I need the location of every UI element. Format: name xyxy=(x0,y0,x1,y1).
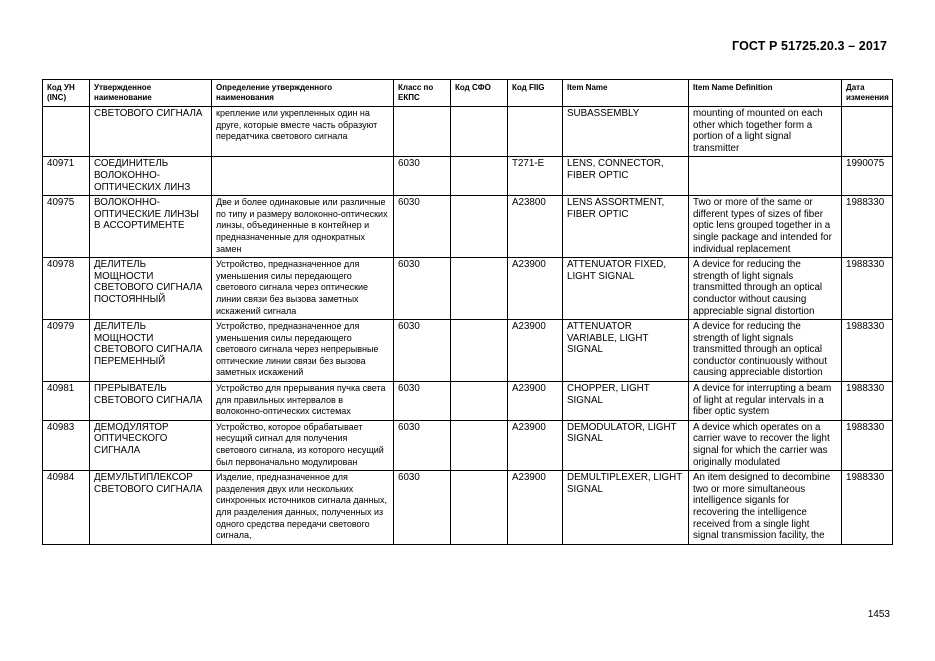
cell-item-name-definition: A device for reducing the strength of light signals transmitted through an optical conductor without causing appreciable signal distortion xyxy=(689,258,842,320)
cell-fiig: A23900 xyxy=(508,320,563,382)
col-header-fiig: Код FIIG xyxy=(508,80,563,107)
cell-item-name-definition: mounting of mounted on each other which together form a portion of a light signal transmitter xyxy=(689,107,842,157)
cell-sfo xyxy=(451,320,508,382)
cell-class xyxy=(394,107,451,157)
cell-definition: Устройство, которое обрабатывает несущий сигнал для получения светового сигнала, из которого несущий был первоначально модулирован xyxy=(212,420,394,470)
cell-change-date: 1988330 xyxy=(842,471,893,545)
table-row xyxy=(43,157,893,196)
cell-fiig: A23900 xyxy=(508,471,563,545)
cell-definition xyxy=(212,157,394,196)
cell-definition: Устройство для прерывания пучка света для правильных интервалов в волоконно-оптических системах xyxy=(212,382,394,421)
cell-change-date: 1988330 xyxy=(842,420,893,470)
cell-item-name: ATTENUATOR FIXED, LIGHT SIGNAL xyxy=(563,258,689,320)
cell-definition: Устройство, предназначенное для уменьшения силы передающего светового сигнала через оптические линии связи без вызова заметных искажений сигнала xyxy=(212,258,394,320)
table-row xyxy=(43,382,893,421)
cell-item-name-definition: An item designed to decombine two or more simultaneous intelligence siganls for recovering the intelligence received from a single light signal transmission facility, the xyxy=(689,471,842,545)
cell-definition: Устройство, предназначенное для уменьшения силы передающего светового сигнала через непрерывные оптические линии связи без вызова заметных искажений xyxy=(212,320,394,382)
cell-item-name: DEMODULATOR, LIGHT SIGNAL xyxy=(563,420,689,470)
cell-sfo xyxy=(451,471,508,545)
cell-item-name: ATTENUATOR VARIABLE, LIGHT SIGNAL xyxy=(563,320,689,382)
cell-definition: Две и более одинаковые или различные по типу и размеру волоконно-оптических линзы, объединенные в контейнер и предназначенные для однократных замен xyxy=(212,196,394,258)
cell-inc: 40979 xyxy=(43,320,90,382)
cell-inc: 40971 xyxy=(43,157,90,196)
classification-table xyxy=(42,79,893,545)
col-header-item-name-definition: Item Name Definition xyxy=(689,80,842,107)
table-row xyxy=(43,420,893,470)
cell-item-name: LENS ASSORTMENT, FIBER OPTIC xyxy=(563,196,689,258)
table-row xyxy=(43,471,893,545)
cell-approved-name: ДЕМОДУЛЯТОР ОПТИЧЕСКОГО СИГНАЛА xyxy=(90,420,212,470)
cell-inc: 40984 xyxy=(43,471,90,545)
cell-change-date: 1988330 xyxy=(842,258,893,320)
cell-item-name-definition xyxy=(689,157,842,196)
page-number: 1453 xyxy=(867,609,890,620)
cell-change-date xyxy=(842,107,893,157)
cell-inc: 40981 xyxy=(43,382,90,421)
cell-class: 6030 xyxy=(394,320,451,382)
cell-fiig: A23900 xyxy=(508,258,563,320)
cell-item-name: SUBASSEMBLY xyxy=(563,107,689,157)
cell-item-name-definition: A device for reducing the strength of light signals transmitted through an optical conductor continuously without causing appreciable distortion xyxy=(689,320,842,382)
cell-class: 6030 xyxy=(394,420,451,470)
cell-class: 6030 xyxy=(394,258,451,320)
cell-change-date: 1988330 xyxy=(842,320,893,382)
table-row xyxy=(43,196,893,258)
cell-fiig: A23900 xyxy=(508,382,563,421)
cell-item-name: LENS, CONNECTOR, FIBER OPTIC xyxy=(563,157,689,196)
cell-item-name-definition: A device which operates on a carrier wave to recover the light signal for which the carrier was originally modulated xyxy=(689,420,842,470)
cell-approved-name: ДЕМУЛЬТИПЛЕКСОР СВЕТОВОГО СИГНАЛА xyxy=(90,471,212,545)
cell-inc: 40978 xyxy=(43,258,90,320)
table-header-row xyxy=(43,80,893,107)
cell-approved-name: ДЕЛИТЕЛЬ МОЩНОСТИ СВЕТОВОГО СИГНАЛА ПЕРЕМЕННЫЙ xyxy=(90,320,212,382)
col-header-item-name: Item Name xyxy=(563,80,689,107)
cell-inc: 40975 xyxy=(43,196,90,258)
cell-sfo xyxy=(451,258,508,320)
cell-sfo xyxy=(451,196,508,258)
cell-inc: 40983 xyxy=(43,420,90,470)
cell-definition: Изделие, предназначенное для разделения двух или нескольких синхронных источников сигнала данных, для разделения данных, полученных из одного средства передачи светового сигнала, xyxy=(212,471,394,545)
cell-change-date: 1990075 xyxy=(842,157,893,196)
cell-approved-name: СОЕДИНИТЕЛЬ ВОЛОКОННО-ОПТИЧЕСКИХ ЛИНЗ xyxy=(90,157,212,196)
cell-approved-name: СВЕТОВОГО СИГНАЛА xyxy=(90,107,212,157)
table-row xyxy=(43,258,893,320)
cell-sfo xyxy=(451,420,508,470)
cell-approved-name: ВОЛОКОННО-ОПТИЧЕСКИЕ ЛИНЗЫ В АССОРТИМЕНТЕ xyxy=(90,196,212,258)
cell-fiig xyxy=(508,107,563,157)
cell-sfo xyxy=(451,107,508,157)
cell-fiig: A23900 xyxy=(508,420,563,470)
cell-approved-name: ДЕЛИТЕЛЬ МОЩНОСТИ СВЕТОВОГО СИГНАЛА ПОСТОЯННЫЙ xyxy=(90,258,212,320)
cell-class: 6030 xyxy=(394,196,451,258)
table-row xyxy=(43,107,893,157)
table-row xyxy=(43,320,893,382)
cell-class: 6030 xyxy=(394,471,451,545)
col-header-approved-name: Утвержденное наименование xyxy=(90,80,212,107)
cell-definition: крепление или укрепленных один на друге, которые вместе часть образуют передатчика светового сигнала xyxy=(212,107,394,157)
cell-inc xyxy=(43,107,90,157)
col-header-change-date: Дата изменения xyxy=(842,80,893,107)
cell-fiig: T271-E xyxy=(508,157,563,196)
cell-item-name-definition: Two or more of the same or different types of sizes of fiber optic lens grouped together in a single package and intended for individual replacement xyxy=(689,196,842,258)
col-header-class: Класс по ЕКПС xyxy=(394,80,451,107)
cell-sfo xyxy=(451,157,508,196)
cell-change-date: 1988330 xyxy=(842,196,893,258)
cell-change-date: 1988330 xyxy=(842,382,893,421)
cell-class: 6030 xyxy=(394,157,451,196)
cell-class: 6030 xyxy=(394,382,451,421)
col-header-definition: Определение утвержденного наименования xyxy=(212,80,394,107)
cell-sfo xyxy=(451,382,508,421)
cell-item-name: CHOPPER, LIGHT SIGNAL xyxy=(563,382,689,421)
document-code: ГОСТ Р 51725.20.3 – 2017 xyxy=(732,39,887,53)
cell-item-name-definition: A device for interrupting a beam of light at regular intervals in a fiber optic system xyxy=(689,382,842,421)
col-header-sfo: Код СФО xyxy=(451,80,508,107)
cell-item-name: DEMULTIPLEXER, LIGHT SIGNAL xyxy=(563,471,689,545)
cell-fiig: A23800 xyxy=(508,196,563,258)
col-header-inc: Код УН (INC) xyxy=(43,80,90,107)
cell-approved-name: ПРЕРЫВАТЕЛЬ СВЕТОВОГО СИГНАЛА xyxy=(90,382,212,421)
